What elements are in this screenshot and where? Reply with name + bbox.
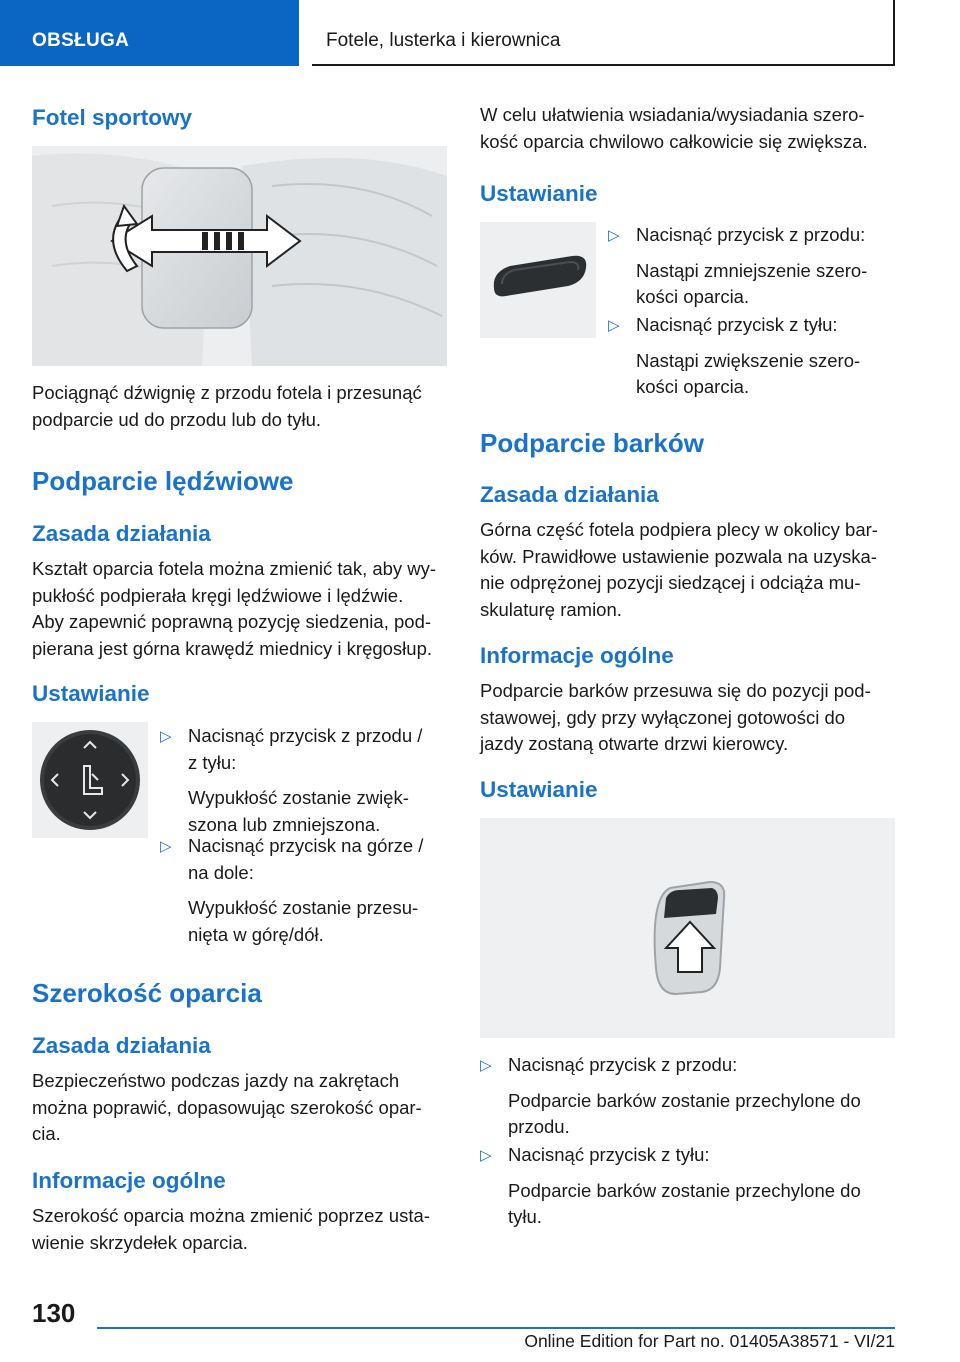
lumbar-bullet-2 (160, 833, 423, 948)
sport-seat-caption-line: Pociągnąć dźwignię z przodu fotela i przesunąć (32, 382, 422, 403)
section-title: OBSŁUGA (32, 30, 130, 51)
sport-seat-image (32, 146, 447, 366)
lumbar-control-image (32, 722, 148, 838)
bullet-text: Nacisnąć przycisk z tyłu: (508, 1144, 710, 1165)
width-button-illustration (480, 222, 596, 338)
lumbar-adjust-heading: Ustawianie (32, 681, 150, 706)
shoulder-info-heading: Informacje ogólne (480, 643, 674, 668)
section-tab (0, 0, 299, 66)
bullet-text: na dole: (188, 861, 254, 883)
bullet-triangle-icon: ▷ (608, 317, 620, 334)
bullet-triangle-icon: ▷ (480, 1147, 492, 1164)
bullet-result: kości oparcia. (636, 376, 750, 397)
chapter-header (312, 0, 895, 66)
sport-seat-caption-line: podparcie ud do przodu lub do tyłu. (32, 408, 322, 430)
shoulder-heading: Podparcie barków (480, 428, 704, 458)
bullet-result: Wypukłość zostanie przesu- (188, 897, 419, 918)
bullet-result: kości oparcia. (636, 286, 750, 307)
bullet-triangle-icon: ▷ (160, 838, 172, 855)
width-bullet-1 (608, 222, 867, 311)
width-info-line: wienie skrzydełek oparcia. (32, 1231, 248, 1253)
lumbar-principle-heading: Zasada działania (32, 521, 211, 546)
bullet-text: Nacisnąć przycisk z tyłu: (636, 314, 838, 335)
bullet-result: Nastąpi zmniejszenie szero- (636, 259, 868, 281)
bullet-result: tyłu. (508, 1206, 542, 1227)
width-info-heading: Informacje ogólne (32, 1168, 226, 1193)
lumbar-heading: Podparcie lędźwiowe (32, 466, 294, 496)
lumbar-principle-line: Kształt oparcia fotela można zmienić tak, aby wy- (32, 558, 437, 579)
lumbar-principle-line: pukłość podpierała kręgi lędźwiowe i lędźwie. (32, 584, 404, 606)
lumbar-switch-illustration (32, 722, 148, 838)
width-adjust-heading: Ustawianie (480, 181, 598, 206)
bullet-text: Nacisnąć przycisk z przodu: (508, 1054, 738, 1075)
shoulder-info-line: stawowej, gdy przy wyłączonej gotowości do (480, 706, 846, 728)
bullet-result: szona lub zmniejszona. (188, 813, 381, 835)
edition-note: Online Edition for Part no. 01405A38571 - VI/21 (524, 1331, 895, 1351)
shoulder-principle-line: ków. Prawidłowe ustawienie pozwala na uzyska- (480, 545, 877, 567)
lumbar-bullet-1 (160, 723, 422, 838)
shoulder-switch-illustration (480, 818, 895, 1038)
bullet-triangle-icon: ▷ (480, 1057, 492, 1074)
shoulder-info-line: Podparcie barków przesuwa się do pozycji pod- (480, 680, 871, 701)
width-principle-line: Bezpieczeństwo podczas jazdy na zakrętach (32, 1070, 400, 1091)
bullet-triangle-icon: ▷ (160, 728, 172, 745)
width-heading: Szerokość oparcia (32, 978, 262, 1008)
width-principle-line: można poprawić, dopasowując szerokość opar- (32, 1096, 422, 1118)
width-principle-heading: Zasada działania (32, 1033, 211, 1058)
bullet-triangle-icon: ▷ (608, 227, 620, 244)
bullet-text: Nacisnąć przycisk z przodu: (636, 224, 866, 245)
shoulder-button-image (480, 818, 895, 1038)
lumbar-principle-line: Aby zapewnić poprawną pozycję siedzenia, pod- (32, 611, 432, 632)
page-number: 130 (32, 1298, 76, 1328)
width-button-image (480, 222, 596, 338)
shoulder-info-line: jazdy zostaną otwarte drzwi kierowcy. (480, 733, 789, 754)
bullet-text: Nacisnąć przycisk na górze / (188, 835, 424, 856)
bullet-result: nięta w górę/dół. (188, 923, 324, 945)
chapter-title: Fotele, lusterka i kierownica (326, 30, 561, 51)
sport-seat-heading: Fotel sportowy (32, 105, 193, 130)
shoulder-principle-line: Górna część fotela podpiera plecy w okolicy bar- (480, 519, 878, 540)
width-intro-line: W celu ułatwienia wsiadania/wysiadania szero- (480, 104, 865, 125)
lumbar-principle-line: pierana jest górna krawędź miednicy i kręgosłup. (32, 637, 433, 659)
shoulder-principle-heading: Zasada działania (480, 482, 659, 507)
bullet-text: z tyłu: (188, 751, 237, 773)
shoulder-bullet-2 (480, 1142, 861, 1231)
seat-thigh-support-illustration (32, 146, 447, 366)
shoulder-principle-line: nie odprężonej pozycji siedzącej i odciąża mu- (480, 572, 861, 593)
width-intro-line: kość oparcia chwilowo całkowicie się zwiększa. (480, 130, 868, 152)
footer-divider (97, 1327, 895, 1329)
shoulder-bullet-1 (480, 1052, 861, 1141)
width-principle-line: cia. (32, 1123, 61, 1144)
shoulder-principle-line: skulaturę ramion. (480, 598, 622, 620)
bullet-text: Nacisnąć przycisk z przodu / (188, 725, 423, 746)
bullet-result: Podparcie barków zostanie przechylone do (508, 1089, 861, 1111)
bullet-result: Wypukłość zostanie zwięk- (188, 787, 409, 808)
bullet-result: przodu. (508, 1116, 570, 1137)
bullet-result: Nastąpi zwiększenie szero- (636, 349, 861, 371)
shoulder-adjust-heading: Ustawianie (480, 777, 598, 802)
width-bullet-2 (608, 312, 860, 401)
bullet-result: Podparcie barków zostanie przechylone do (508, 1179, 861, 1201)
width-info-line: Szerokość oparcia można zmienić poprzez usta- (32, 1205, 430, 1226)
